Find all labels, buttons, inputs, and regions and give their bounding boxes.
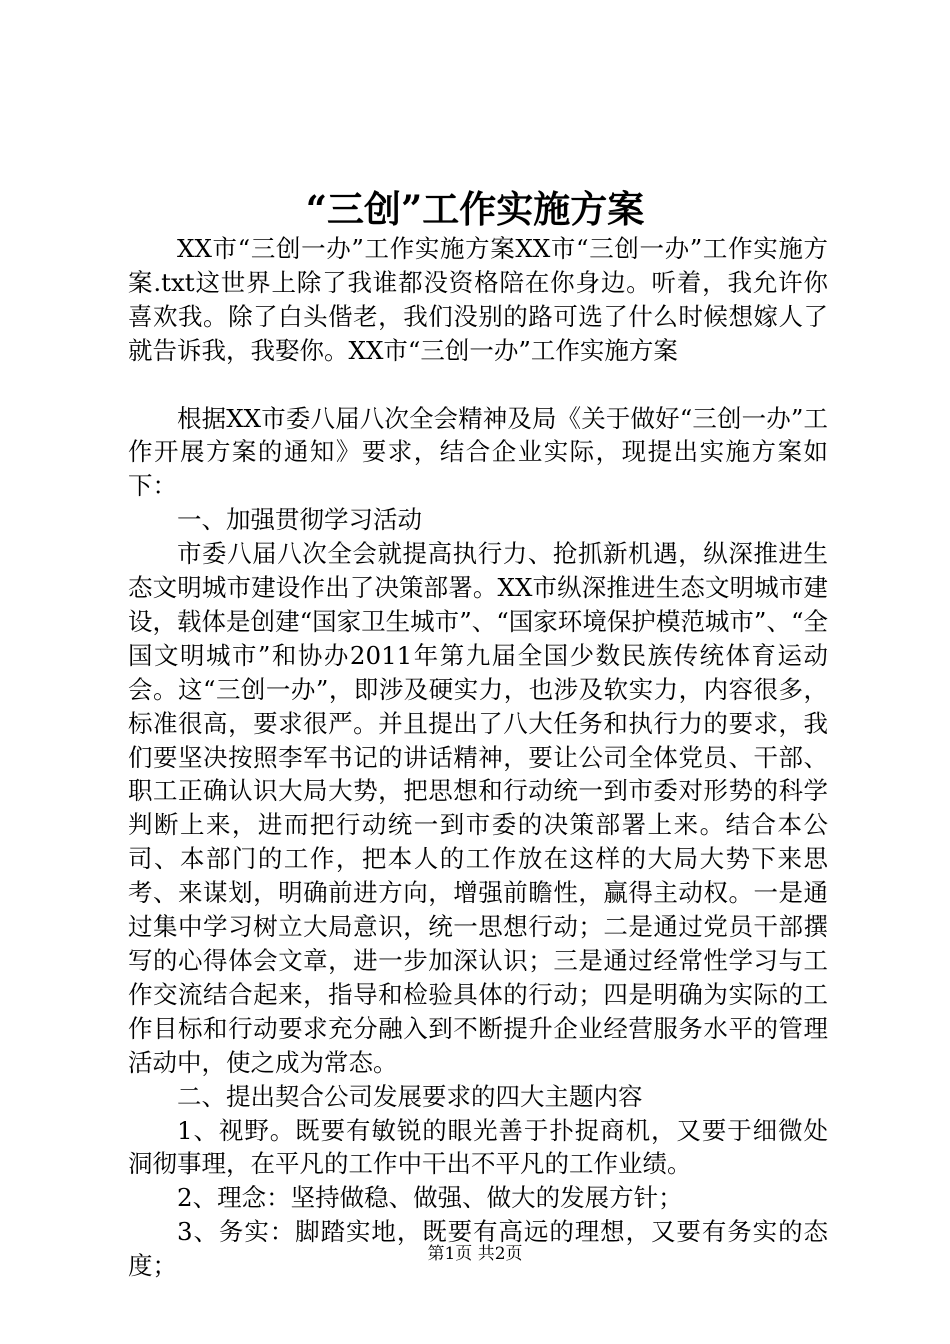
section-heading-2: 二、提出契合公司发展要求的四大主题内容 bbox=[177, 1081, 643, 1111]
paragraph-basis: 根据XX市委八届八次全会精神及局《关于做好“三创一办”工作开展方案的通知》要求，结合企业实际，现提出实施方案如下： bbox=[128, 403, 828, 501]
section-heading-1: 一、加强贯彻学习活动 bbox=[177, 505, 422, 535]
paragraph-intro: XX市“三创一办”工作实施方案XX市“三创一办”工作实施方案.txt这世界上除了我谁都没资格陪在你身边。听着，我允许你喜欢我。除了白头偕老，我们没别的路可选了什么时候想嫁人了就告诉我，我娶你。XX市“三创一办”工作实施方案 bbox=[128, 234, 828, 365]
list-item-2: 2、理念：坚持做稳、做强、做大的发展方针； bbox=[177, 1183, 683, 1213]
paragraph-section-1: 市委八届八次全会就提高执行力、抢抓新机遇，纵深推进生态文明城市建设作出了决策部署。XX市纵深推进生态文明城市建设，载体是创建“国家卫生城市”、“国家环境保护模范城市”、“全国文明城市”和协办2011年第九届全国少数民族传统体育运动会。这“三创一办”，即涉及硬实力，也涉及软实力，内容很多，标准很高，要求很严。并且提出了八大任务和执行力的要求，我们要坚决按照李军书记的讲话精神，要让公司全体党员、干部、职工正确认识大局大势，把思想和行动统一到市委对形势的科学判断上来，进而把行动统一到市委的决策部署上来。结合本公司、本部门的工作，把本人的工作放在这样的大局大势下来思考、来谋划，明确前进方向，增强前瞻性，赢得主动权。一是通过集中学习树立大局意识，统一思想行动；二是通过党员干部撰写的心得体会文章，进一步加深认识；三是通过经常性学习与工作交流结合起来，指导和检验具体的行动；四是明确为实际的工作目标和行动要求充分融入到不断提升企业经营服务水平的管理活动中，使之成为常态。 bbox=[128, 539, 828, 1077]
document-title: “三创”工作实施方案 bbox=[305, 187, 645, 231]
paragraph-spacer bbox=[128, 368, 828, 402]
page-number-footer: 第1页 共2页 bbox=[427, 1244, 523, 1264]
document-body bbox=[128, 232, 828, 1283]
list-item-3: 3、务实：脚踏实地，既要有高远的理想，又要有务实的态度； bbox=[128, 1217, 828, 1281]
list-item-1: 1、视野。既要有敏锐的眼光善于扑捉商机，又要于细微处洞彻事理，在平凡的工作中干出不平凡的工作业绩。 bbox=[128, 1115, 828, 1179]
